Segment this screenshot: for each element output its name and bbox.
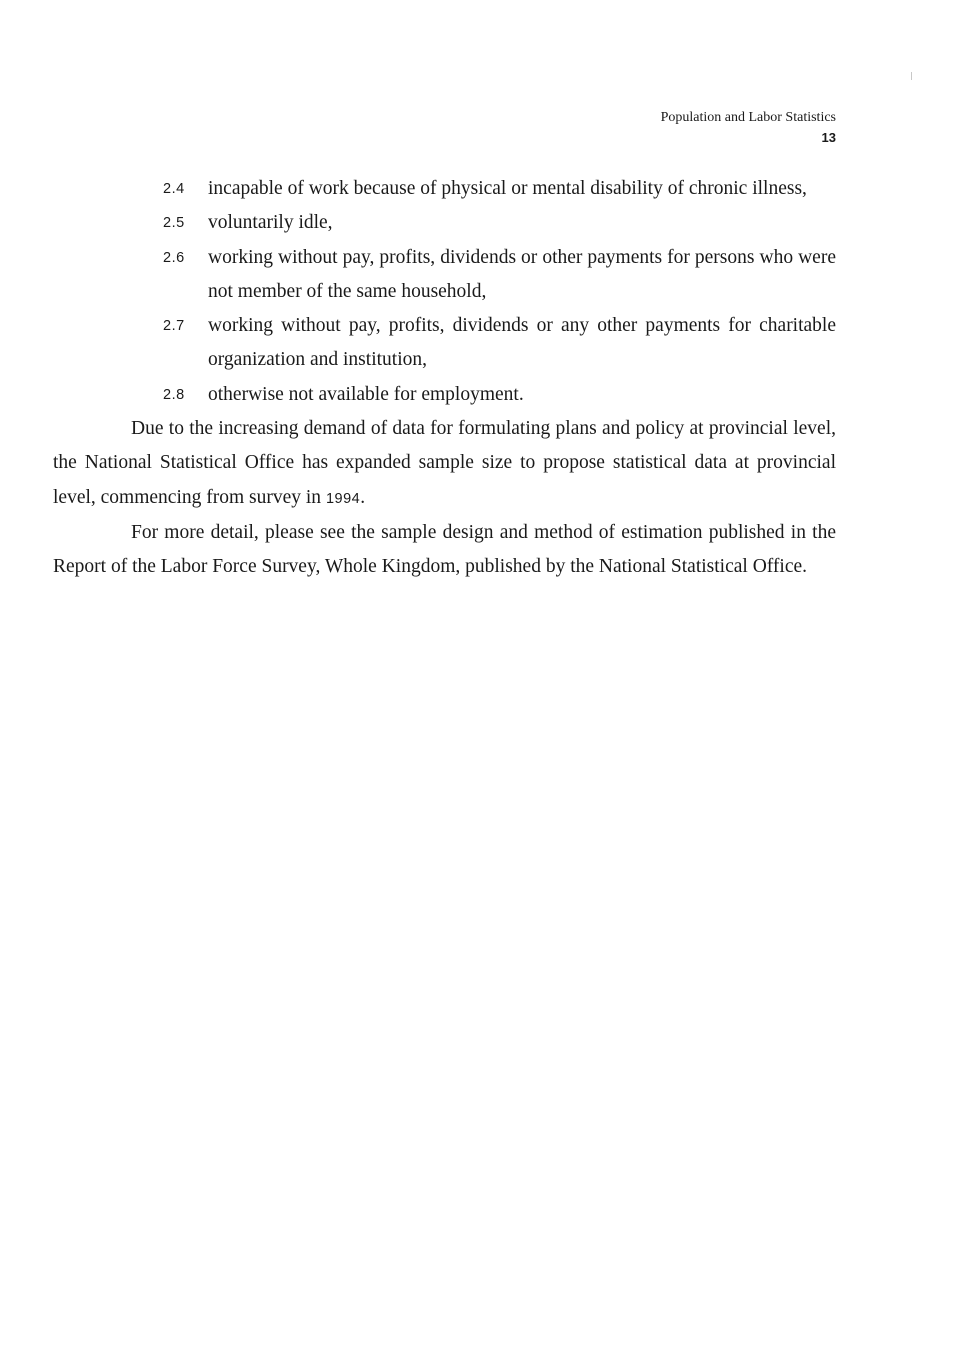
list-item-text: working without pay, profits, dividends or any other payments for charitable organization and institution, (208, 315, 836, 371)
list-item-text: otherwise not available for employment. (208, 383, 524, 405)
list-item-number: 2.7 (163, 318, 185, 335)
list-item-text: voluntarily idle, (208, 212, 333, 234)
list-item-text: working without pay, profits, dividends or other payments for persons who were not member of the same household, (208, 246, 836, 302)
list-item (53, 172, 836, 206)
list-item-number: 2.4 (163, 181, 185, 197)
paragraph-end: . (360, 486, 366, 508)
survey-year: 1994 (325, 490, 361, 507)
paragraph-text: Due to the increasing demand of data for formulating plans and policy at provincial level, the National Statistical Office has expanded sample size to propose statistical data at provincial level, commencing from survey in (53, 418, 836, 508)
margin-mark (911, 72, 912, 80)
list-item-text: incapable of work because of physical or mental disability of chronic illness, (208, 178, 807, 199)
list-item (53, 241, 836, 310)
numbered-list (53, 172, 836, 412)
running-header (661, 108, 836, 148)
list-item (53, 309, 836, 378)
list-item (53, 206, 836, 240)
list-item-number: 2.5 (163, 215, 185, 232)
body-text (53, 172, 836, 585)
list-item-number: 2.6 (163, 249, 185, 266)
paragraph-sample-size (53, 412, 836, 516)
header-title: Population and Labor Statistics (660, 110, 836, 125)
paragraph-more-detail (53, 516, 836, 585)
page-number: 13 (821, 130, 836, 145)
list-item (53, 378, 836, 412)
list-item-number: 2.8 (163, 386, 185, 403)
paragraph-text: For more detail, please see the sample design and method of estimation published in the Report of the Labor Force Survey, Whole Kingdom, published by the National Statistical Office. (53, 521, 836, 578)
